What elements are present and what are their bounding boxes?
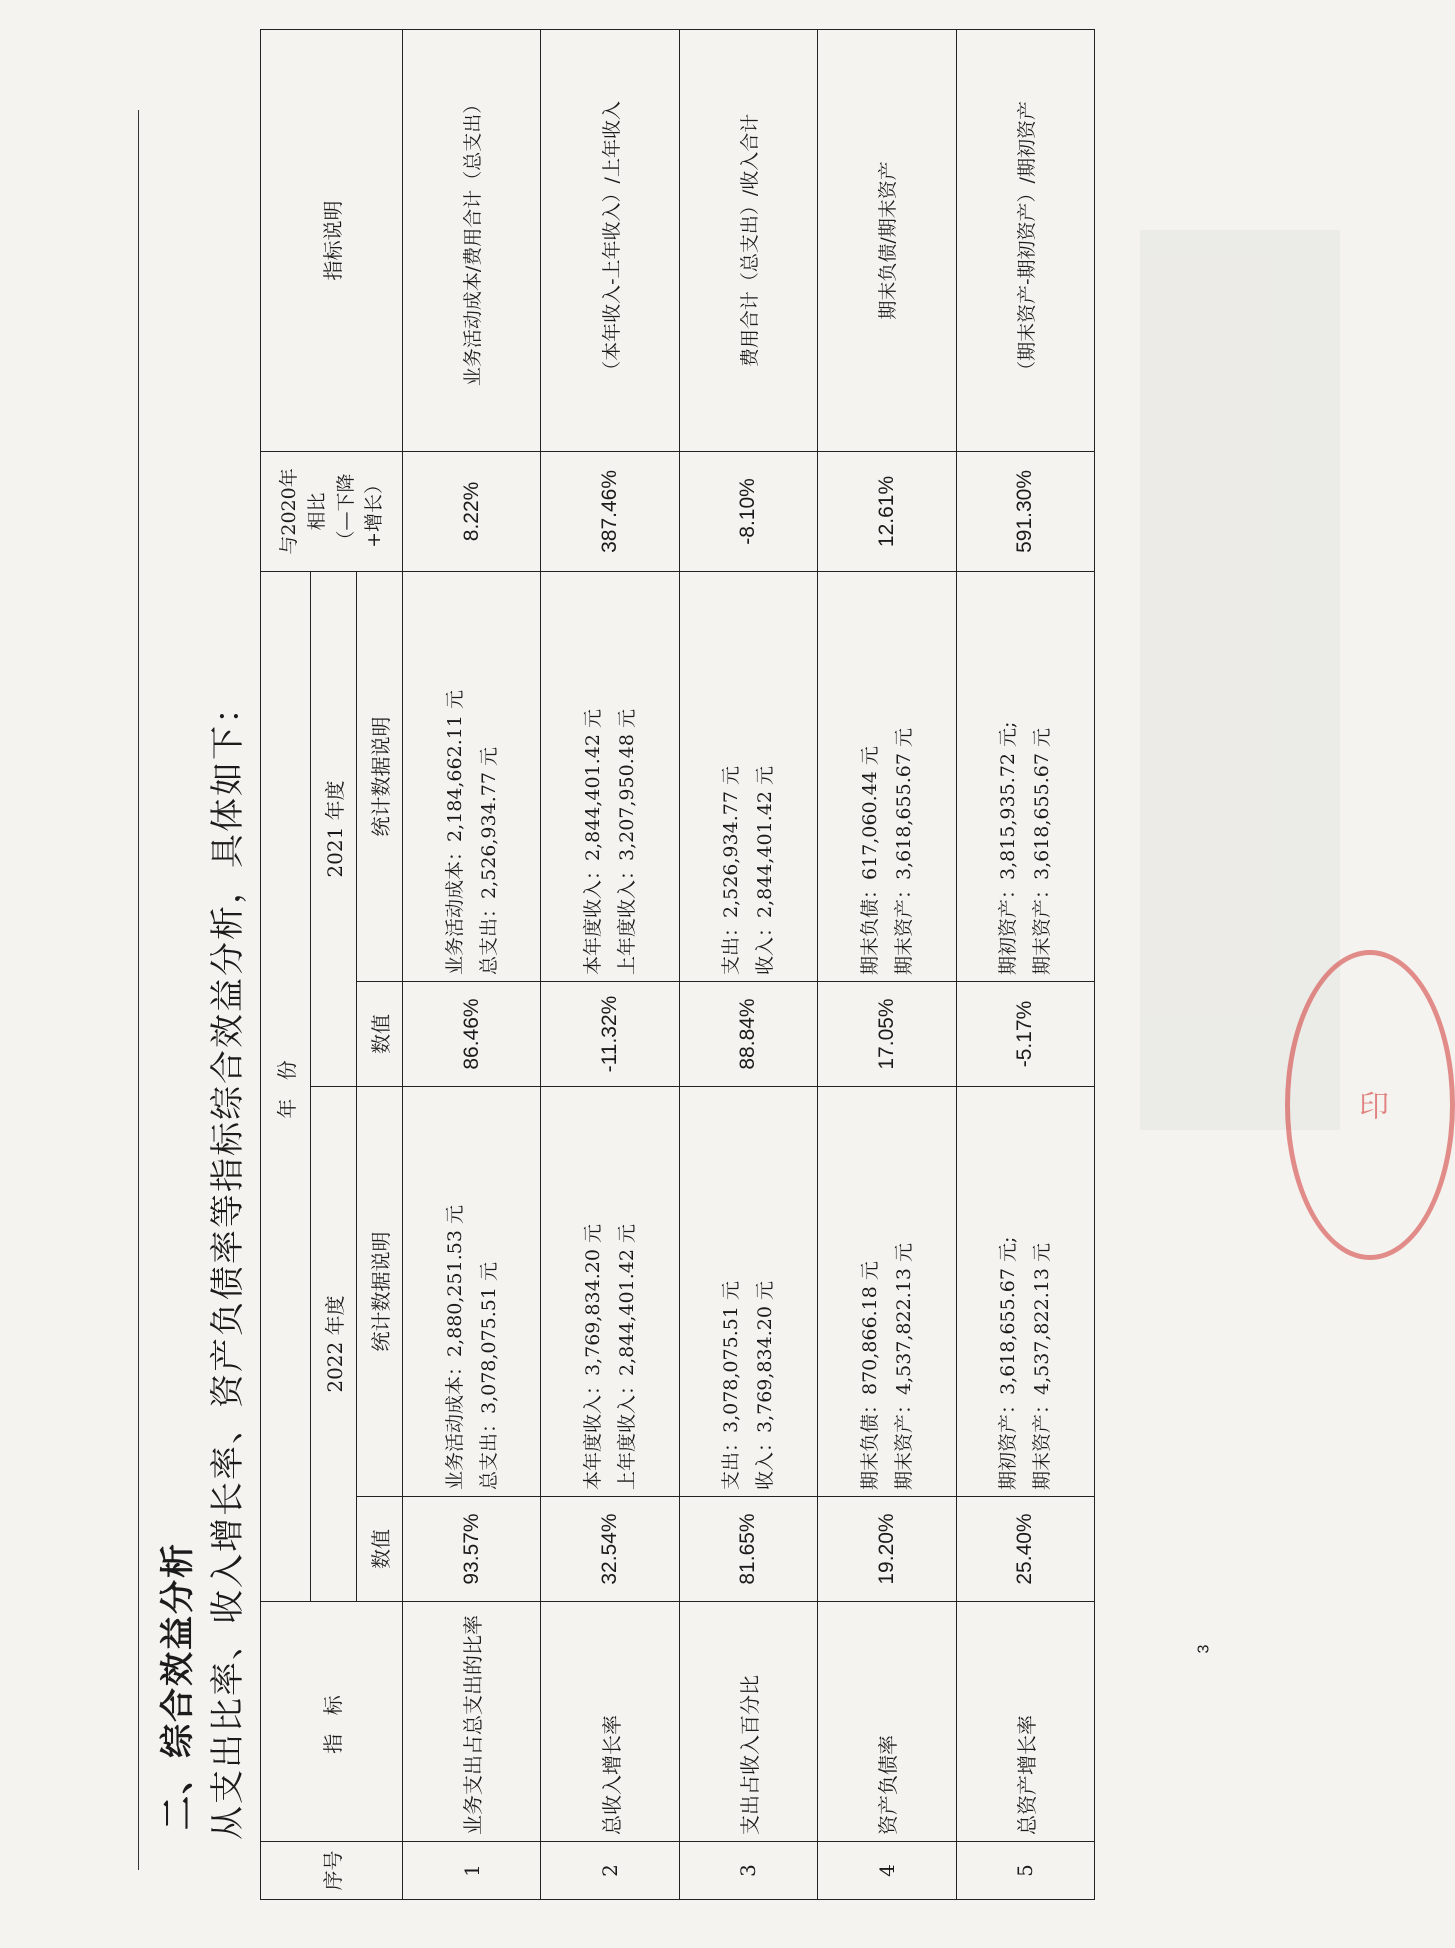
row-stat-2021 — [818, 571, 956, 981]
header-comparison-line: （—下降 — [334, 473, 357, 550]
row-seq: 3 — [679, 1842, 817, 1900]
row-seq: 1 — [403, 1842, 541, 1900]
row-seq: 2 — [541, 1842, 679, 1900]
intro-text: 从支出比率、收入增长率、资产负债率等指标综合效益分析，具体如下： — [208, 688, 248, 1840]
header-seq: 序号 — [261, 1842, 403, 1900]
stat-line: 业务活动成本：2,184,662.11 元 — [443, 690, 466, 975]
row-stat-2021 — [403, 571, 541, 981]
row-stat-2022 — [818, 1087, 956, 1497]
table-row — [403, 29, 541, 1899]
table-row — [818, 29, 956, 1899]
row-stat-2022 — [403, 1087, 541, 1497]
row-value-2021: 86.46% — [403, 982, 541, 1087]
row-stat-2021 — [956, 571, 1094, 981]
header-comparison-line: 相比 — [306, 492, 328, 531]
rotated-page-content — [110, 20, 1110, 1900]
stat-line: 期初资产：3,618,655.67 元; — [997, 1236, 1020, 1490]
stat-line: 期末资产：4,537,822.13 元 — [1031, 1243, 1054, 1490]
header-year-group: 年 份 — [261, 571, 311, 1601]
row-stat-2021 — [541, 571, 679, 981]
header-year-2021: 2021 年度 — [311, 571, 357, 1086]
table-row — [956, 29, 1094, 1899]
row-indicator-desc: （期末资产-期初资产）/期初资产 — [956, 29, 1094, 451]
stat-line: 总支出：2,526,934.77 元 — [477, 747, 500, 975]
row-indicator-desc: （本年收入-上年收入）/上年收入 — [541, 29, 679, 451]
top-rule — [138, 110, 139, 1870]
page-number: 3 — [1195, 1644, 1213, 1654]
row-indicator-desc: 期末负债/期末资产 — [818, 29, 956, 451]
stat-line: 支出：2,526,934.77 元 — [720, 766, 743, 975]
table-row — [541, 29, 679, 1899]
row-seq: 4 — [818, 1842, 956, 1900]
stat-line: 期末负债：870,866.18 元 — [858, 1261, 881, 1490]
row-value-2021: -11.32% — [541, 982, 679, 1087]
stat-line: 期末资产：3,618,655.67 元 — [892, 728, 915, 975]
row-stat-2022 — [956, 1087, 1094, 1497]
stat-line: 期末负债：617,060.44 元 — [858, 746, 881, 975]
benefit-analysis-table — [260, 29, 1095, 1900]
row-comparison: 8.22% — [403, 451, 541, 571]
row-stat-2022 — [679, 1087, 817, 1497]
header-stat-desc-2021: 统计数据说明 — [357, 571, 403, 981]
header-comparison — [261, 451, 403, 571]
row-indicator-desc: 费用合计（总支出）/收入合计 — [679, 29, 817, 451]
stat-line: 上年度收入：3,207,950.48 元 — [616, 709, 639, 975]
header-value-2021: 数值 — [357, 982, 403, 1087]
stat-line: 上年度收入：2,844,401.42 元 — [616, 1224, 639, 1490]
row-value-2022: 25.40% — [956, 1497, 1094, 1602]
header-indicator: 指 标 — [261, 1602, 403, 1842]
row-indicator: 资产负债率 — [818, 1602, 956, 1842]
red-seal-stamp: 印 — [1285, 950, 1455, 1260]
stat-line: 业务活动成本：2,880,251.53 元 — [443, 1205, 466, 1490]
stat-line: 收入：3,769,834.20 元 — [754, 1281, 777, 1490]
header-value-2022: 数值 — [357, 1497, 403, 1602]
header-stat-desc-2022: 统计数据说明 — [357, 1087, 403, 1497]
row-value-2022: 93.57% — [403, 1497, 541, 1602]
stat-line: 总支出：3,078,075.51 元 — [477, 1262, 500, 1490]
stat-line: 收入：2,844,401.42 元 — [754, 766, 777, 975]
stat-line: 支出：3,078,075.51 元 — [720, 1281, 743, 1490]
header-year-2022: 2022 年度 — [311, 1087, 357, 1602]
row-indicator: 总资产增长率 — [956, 1602, 1094, 1842]
stat-line: 本年度收入：3,769,834.20 元 — [581, 1224, 604, 1490]
row-value-2022: 81.65% — [679, 1497, 817, 1602]
header-comparison-line: +增长） — [363, 475, 385, 548]
row-value-2021: -5.17% — [956, 982, 1094, 1087]
stat-line: 期初资产：3,815,935.72 元; — [997, 721, 1020, 975]
row-comparison: 387.46% — [541, 451, 679, 571]
row-stat-2022 — [541, 1087, 679, 1497]
row-value-2022: 32.54% — [541, 1497, 679, 1602]
row-indicator: 业务支出占总支出的比率 — [403, 1602, 541, 1842]
header-comparison-line: 与2020年 — [277, 468, 300, 555]
row-indicator: 支出占收入百分比 — [679, 1602, 817, 1842]
stat-line: 期末资产：3,618,655.67 元 — [1031, 728, 1054, 975]
row-comparison: -8.10% — [679, 451, 817, 571]
table-row — [679, 29, 817, 1899]
row-comparison: 591.30% — [956, 451, 1094, 571]
row-indicator-desc: 业务活动成本/费用合计（总支出） — [403, 29, 541, 451]
row-stat-2021 — [679, 571, 817, 981]
row-value-2021: 17.05% — [818, 982, 956, 1087]
section-title: 二、综合效益分析 — [158, 1542, 198, 1830]
row-seq: 5 — [956, 1842, 1094, 1900]
header-indicator-desc: 指标说明 — [261, 29, 403, 451]
row-value-2021: 88.84% — [679, 982, 817, 1087]
row-value-2022: 19.20% — [818, 1497, 956, 1602]
row-comparison: 12.61% — [818, 451, 956, 571]
row-indicator: 总收入增长率 — [541, 1602, 679, 1842]
stat-line: 本年度收入：2,844,401.42 元 — [581, 709, 604, 975]
stat-line: 期末资产：4,537,822.13 元 — [892, 1243, 915, 1490]
